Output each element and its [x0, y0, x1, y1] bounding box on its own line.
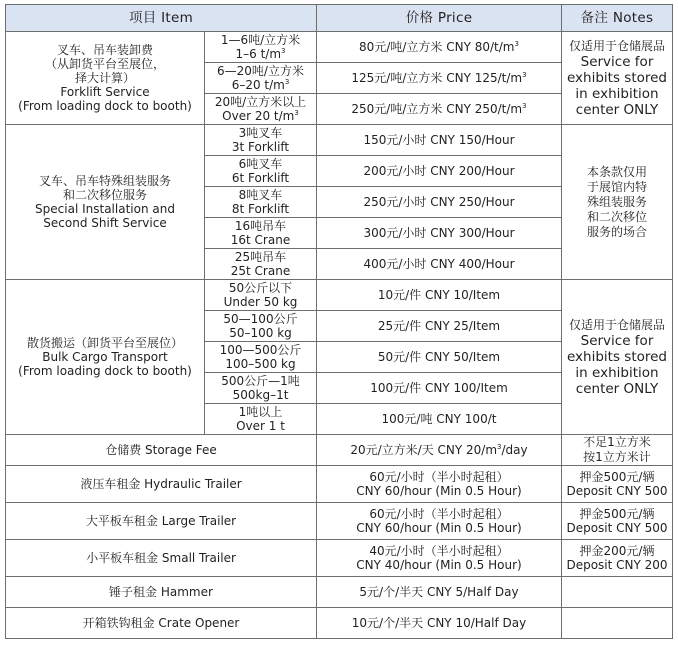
- notes-cell: 仅适用于仓储展品 Service for exhibits stored in exhibition center ONLY: [562, 280, 673, 435]
- price-cell: 10元/个/半天 CNY 10/Half Day: [317, 608, 562, 639]
- small-trailer-label: 小平板车租金 Small Trailer: [6, 540, 317, 577]
- price-cell: 60元/小时（半小时起租） CNY 60/hour (Min 0.5 Hour): [317, 503, 562, 540]
- sub-item: 3吨叉车 3t Forklift: [205, 125, 317, 156]
- sub-item: 6—20吨/立方米 6–20 $t/m^3$: [205, 63, 317, 94]
- price-cell: 250元/吨/立方米 CNY $250/t/m^3$: [317, 94, 562, 125]
- notes-cell: 仅适用于仓储展品 Service for exhibits stored in exhibition center ONLY: [562, 32, 673, 125]
- notes-cell: 不足1立方米 按1立方米计: [562, 435, 673, 466]
- hammer-label: 锤子租金 Hammer: [6, 577, 317, 608]
- storage-fee-label: 仓储费 Storage Fee: [6, 435, 317, 466]
- sub-item: 25吨吊车 25t Crane: [205, 249, 317, 280]
- table-row: [6, 125, 673, 156]
- table-row: [6, 608, 673, 639]
- sub-item: 100—500公斤 100–500 kg: [205, 342, 317, 373]
- bulk-cargo-label: 散货搬运（卸货平台至展位） Bulk Cargo Transport (From loading dock to booth): [6, 280, 205, 435]
- table-row: [6, 32, 673, 63]
- price-cell: 150元/小时 CNY 150/Hour: [317, 125, 562, 156]
- price-cell: 40元/小时（半小时起租） CNY 40/hour (Min 0.5 Hour): [317, 540, 562, 577]
- table-row: [6, 280, 673, 311]
- notes-cell: 本条款仅用 于展馆内特 殊组装服务 和二次移位 服务的场合: [562, 125, 673, 280]
- price-cell: 5元/个/半天 CNY 5/Half Day: [317, 577, 562, 608]
- header-row: [6, 5, 673, 32]
- price-cell: 100元/件 CNY 100/Item: [317, 373, 562, 404]
- notes-cell: [562, 608, 673, 639]
- sub-item: 1吨以上 Over 1 t: [205, 404, 317, 435]
- price-cell: 20元/立方米/天 CNY $20/m^3$/day: [317, 435, 562, 466]
- sub-item: 1—6吨/立方米 1–6 $t/m^3$: [205, 32, 317, 63]
- header-price: 价格 Price: [317, 5, 562, 32]
- price-cell: 200元/小时 CNY 200/Hour: [317, 156, 562, 187]
- notes-cell: 押金500元/辆 Deposit CNY 500: [562, 503, 673, 540]
- sub-item: 50—100公斤 50–100 kg: [205, 311, 317, 342]
- price-cell: 10元/件 CNY 10/Item: [317, 280, 562, 311]
- sub-item: 8吨叉车 8t Forklift: [205, 187, 317, 218]
- header-item: 项目 Item: [6, 5, 317, 32]
- special-installation-label: 叉车、吊车特殊组装服务 和二次移位服务 Special Installation and Second Shift Service: [6, 125, 205, 280]
- table-row: [6, 503, 673, 540]
- hydraulic-trailer-label: 液压车租金 Hydraulic Trailer: [6, 466, 317, 503]
- price-cell: 300元/小时 CNY 300/Hour: [317, 218, 562, 249]
- crate-opener-label: 开箱铁钩租金 Crate Opener: [6, 608, 317, 639]
- price-table: [5, 4, 673, 639]
- sub-item: 20吨/立方米以上 Over 20 $t/m^3$: [205, 94, 317, 125]
- table-row: [6, 540, 673, 577]
- forklift-service-label: 叉车、吊车装卸费 （从卸货平台至展位， 择大计算） Forklift Service (From loading dock to booth): [6, 32, 205, 125]
- price-cell: 50元/件 CNY 50/Item: [317, 342, 562, 373]
- price-cell: 250元/小时 CNY 250/Hour: [317, 187, 562, 218]
- price-cell: 125元/吨/立方米 CNY $125/t/m^3$: [317, 63, 562, 94]
- price-cell: 60元/小时（半小时起租） CNY 60/hour (Min 0.5 Hour): [317, 466, 562, 503]
- price-cell: 100元/吨 CNY 100/t: [317, 404, 562, 435]
- sub-item: 50公斤以下 Under 50 kg: [205, 280, 317, 311]
- sub-item: 6吨叉车 6t Forklift: [205, 156, 317, 187]
- price-cell: 25元/件 CNY 25/Item: [317, 311, 562, 342]
- header-notes: 备注 Notes: [562, 5, 673, 32]
- table-row: [6, 577, 673, 608]
- price-cell: 80元/吨/立方米 CNY $80/t/m^3$: [317, 32, 562, 63]
- sub-item: 500公斤—1吨 500kg–1t: [205, 373, 317, 404]
- notes-cell: [562, 577, 673, 608]
- notes-cell: 押金200元/辆 Deposit CNY 200: [562, 540, 673, 577]
- table-row: [6, 466, 673, 503]
- sub-item: 16吨吊车 16t Crane: [205, 218, 317, 249]
- large-trailer-label: 大平板车租金 Large Trailer: [6, 503, 317, 540]
- notes-cell: 押金500元/辆 Deposit CNY 500: [562, 466, 673, 503]
- price-cell: 400元/小时 CNY 400/Hour: [317, 249, 562, 280]
- table-row: [6, 435, 673, 466]
